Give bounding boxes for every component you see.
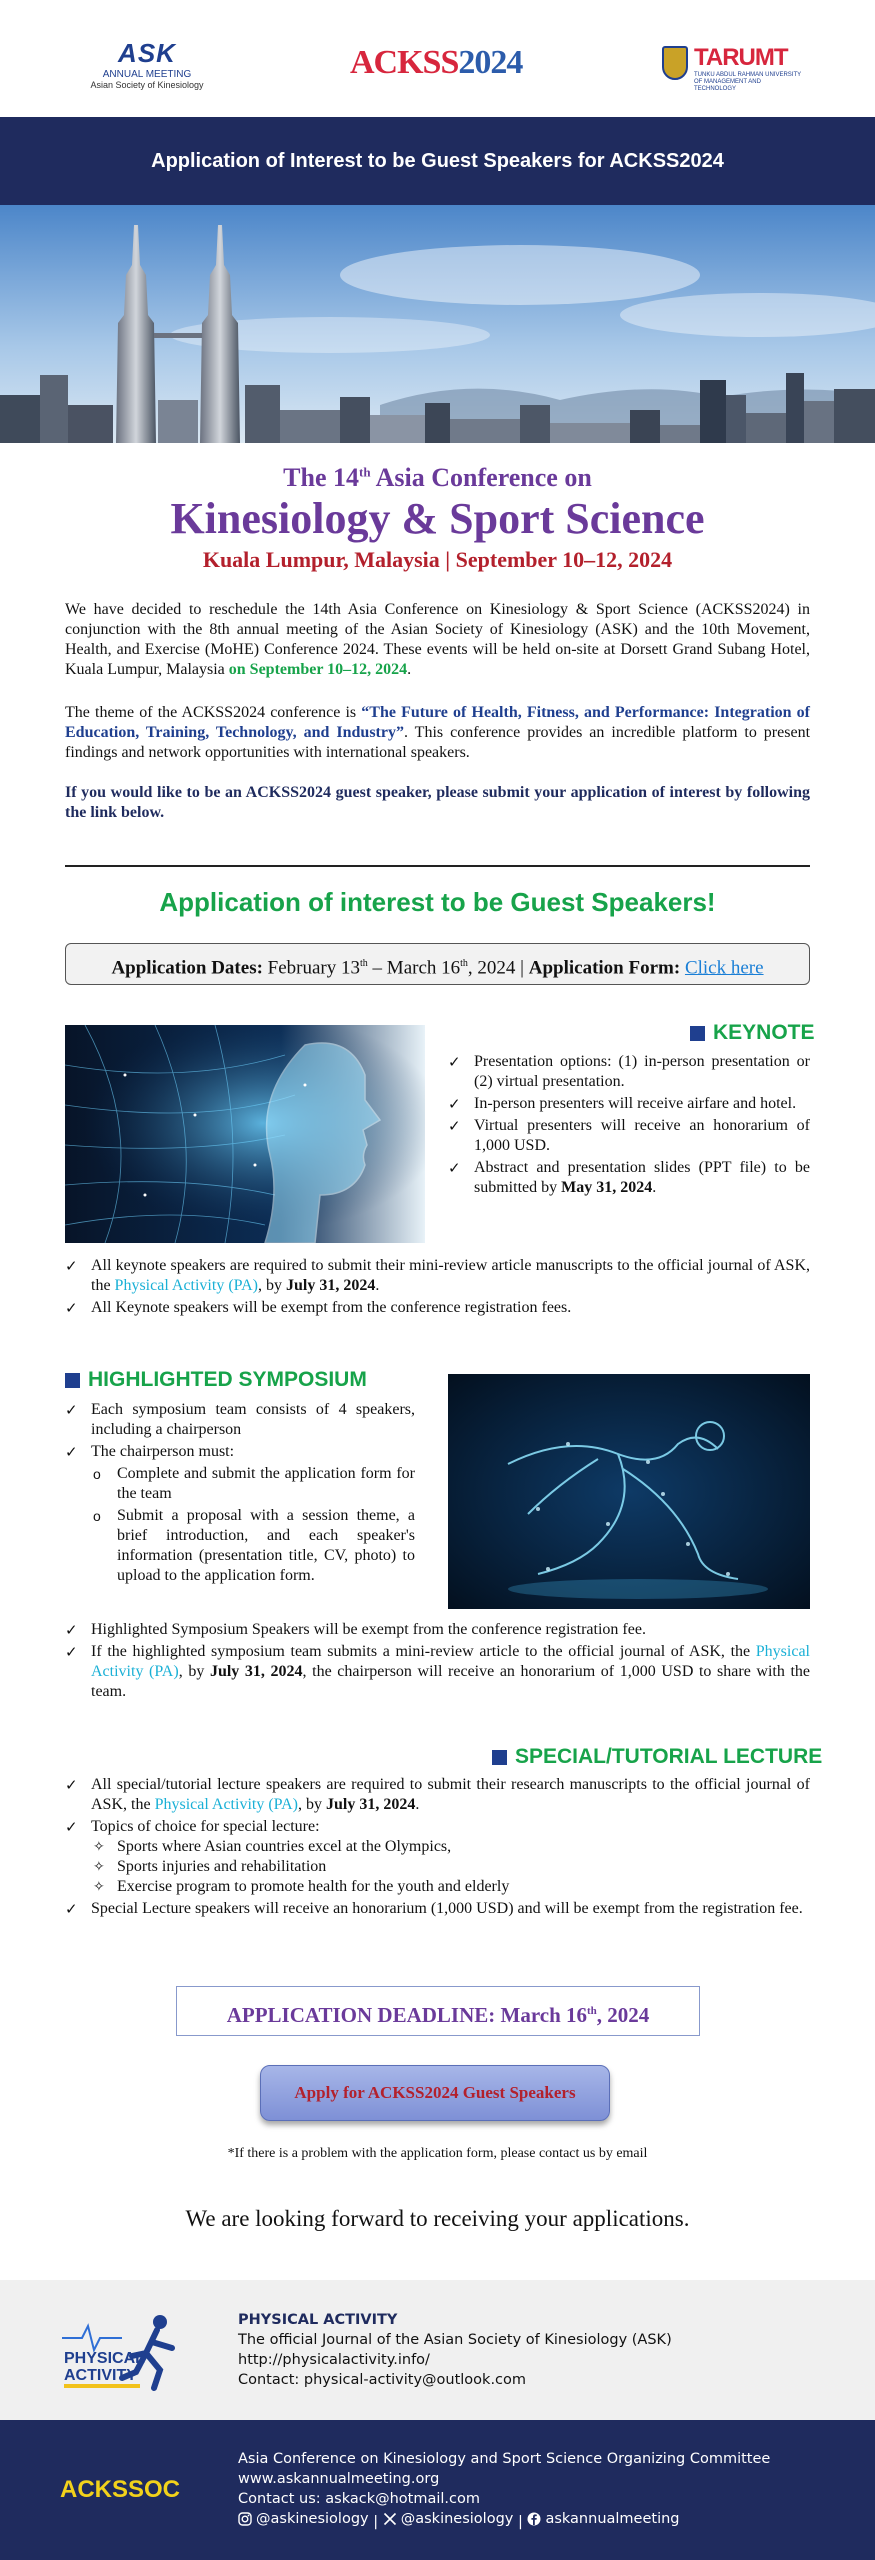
conference-pre-sup: th	[359, 464, 371, 480]
application-deadline	[176, 1986, 700, 2036]
keynote-item-4	[448, 1158, 810, 1198]
chairperson-sublist	[91, 1464, 415, 1586]
chairperson-item-1: o Complete and submit the application form for the team	[91, 1464, 415, 1504]
apply-guest-speakers-button[interactable]: Apply for ACKSS2024 Guest Speakers	[260, 2065, 610, 2121]
contact-note: *If there is a problem with the application form, please contact us by email	[227, 2146, 648, 2161]
keynote-wide1-c: .	[375, 1277, 380, 1294]
tarumt-shield-icon	[662, 46, 688, 80]
symposium-wide2-a: If the highlighted symposium team submits a mini-review article to the official journal of ASK, the	[91, 1643, 756, 1660]
application-dates-box	[65, 943, 810, 985]
journal-url[interactable]: http://physicalactivity.info/	[238, 2352, 430, 2368]
symposium-wide-item-1: ✓ Highlighted Symposium Speakers will be exempt from the conference registration fee.	[65, 1620, 810, 1640]
keynote-item-4-c: .	[652, 1179, 657, 1196]
ask-logo-mark: ASK	[118, 38, 176, 68]
application-dates-sup2: th	[460, 958, 468, 969]
committee-website[interactable]: www.askannualmeeting.org	[238, 2471, 440, 2487]
deadline-sup: th	[587, 2005, 597, 2017]
conference-pre-b: Asia Conference on	[370, 463, 592, 492]
symposium-list	[65, 1400, 415, 1588]
intro-paragraph-2	[65, 703, 810, 763]
square-bullet-icon	[690, 1026, 705, 1041]
ackss-logo-part2: 2024	[458, 44, 523, 81]
header-logos	[0, 0, 875, 117]
kuala-lumpur-skyline-image	[0, 205, 875, 443]
keynote-item-1: ✓ Presentation options: (1) in-person presentation or (2) virtual presentation.	[448, 1052, 810, 1092]
instagram-link[interactable]	[238, 2509, 369, 2529]
lecture-list	[65, 1775, 810, 1921]
symposium-wide-item-2	[65, 1642, 810, 1702]
intro-p2-b: . This conference provides an incredible platform to present findings and network opportunities with international speakers.	[65, 724, 811, 761]
lecture-item-3: ✓ Special Lecture speakers will receive an honorarium (1,000 USD) and will be exempt from the registration fee.	[65, 1899, 810, 1919]
committee-info	[238, 2449, 770, 2532]
title-banner	[0, 117, 875, 205]
x-handle: @askinesiology	[400, 2511, 514, 2527]
conference-main-title: Kinesiology & Sport Science	[170, 494, 705, 543]
pa-logo-line2: ACTIVITY	[64, 2367, 137, 2384]
application-dates-b: – March 16	[367, 957, 461, 979]
social-links	[238, 2509, 770, 2532]
instagram-icon	[238, 2512, 252, 2526]
symposium-wide2-b: , by	[178, 1663, 210, 1680]
symposium-title	[65, 1368, 367, 1392]
lecture-topics	[91, 1837, 810, 1897]
application-dates-a: February 13	[262, 957, 361, 979]
ask-logo	[72, 38, 222, 91]
application-form-label: Application Form:	[528, 957, 681, 979]
facebook-handle: askannualmeeting	[545, 2511, 680, 2527]
separator: |	[517, 2514, 523, 2530]
application-dates-label: Application Dates:	[111, 957, 263, 979]
journal-info	[238, 2310, 672, 2390]
lecture-topic-2: ✧ Sports injuries and rehabilitation	[91, 1857, 810, 1877]
keynote-list	[448, 1052, 810, 1200]
tarumt-logo-sub: TUNKU ABDUL RAHMAN UNIVERSITY OF MANAGEMENT AND TECHNOLOGY	[694, 72, 802, 92]
ask-logo-line1: ANNUAL MEETING	[102, 69, 192, 80]
symposium-item-2-text: The chairperson must:	[91, 1443, 235, 1460]
intro-p1-date: on September 10–12, 2024	[228, 661, 408, 678]
pa-logo-line1: PHYSICAL	[64, 2350, 145, 2367]
physical-activity-logo	[62, 2308, 192, 2393]
symposium-item-2	[65, 1442, 415, 1586]
ackssoc-badge: ACKSSOC	[60, 2476, 181, 2503]
lecture-item1-b: , by	[297, 1796, 326, 1813]
lecture-topic-1: ✧ Sports where Asian countries excel at the Olympics,	[91, 1837, 810, 1857]
tarumt-logo-name: TARUMT	[694, 44, 788, 71]
ackss-logo-part1: ACKSS	[350, 44, 459, 81]
lecture-topic-3: ✧ Exercise program to promote health for the youth and elderly	[91, 1877, 810, 1897]
tarumt-logo	[662, 44, 802, 92]
divider	[65, 865, 810, 867]
separator: |	[373, 2514, 379, 2530]
instagram-handle: @askinesiology	[256, 2511, 369, 2527]
keynote-wide1-date: July 31, 2024	[285, 1277, 376, 1294]
symposium-wide2-c: , the chairperson will receive an honorarium of 1,000 USD to share with the team.	[91, 1663, 811, 1700]
deadline-a: APPLICATION DEADLINE: March 16	[226, 2003, 588, 2027]
lecture-item-2	[65, 1817, 810, 1897]
application-dates-sup1: th	[360, 958, 368, 969]
lecture-title	[492, 1745, 822, 1769]
physical-activity-link[interactable]: Physical Activity (PA)	[154, 1796, 298, 1813]
keynote-title-text: KEYNOTE	[713, 1021, 815, 1044]
x-icon	[383, 2512, 397, 2526]
journal-description: The official Journal of the Asian Society of Kinesiology (ASK)	[238, 2332, 672, 2348]
physical-activity-link[interactable]: Physical Activity (PA)	[114, 1277, 258, 1294]
symposium-item-1: ✓ Each symposium team consists of 4 speakers, including a chairperson	[65, 1400, 415, 1440]
keynote-item-3: ✓ Virtual presenters will receive an honorarium of 1,000 USD.	[448, 1116, 810, 1156]
organizing-committee-footer	[0, 2420, 875, 2560]
conference-pre-a: The 14	[283, 463, 360, 492]
facebook-link[interactable]	[527, 2509, 679, 2529]
committee-name: Asia Conference on Kinesiology and Sport Science Organizing Committee	[238, 2451, 771, 2467]
intro-p1-end: .	[407, 661, 412, 678]
intro-paragraph-1	[65, 600, 810, 680]
lecture-item-2-text: Topics of choice for special lecture:	[91, 1818, 320, 1835]
keynote-wide-list	[65, 1256, 810, 1320]
skyline-illustration	[0, 205, 875, 443]
closing-message: We are looking forward to receiving your applications.	[185, 2206, 690, 2231]
ackss2024-logo	[350, 44, 522, 82]
x-link[interactable]	[383, 2509, 514, 2529]
intro-p1-text: We have decided to reschedule the 14th Asia Conference on Kinesiology & Sport Science (ACKSS2024) in conjunction with the 8th annual meeting of the Asian Society of Kinesiology (ASK) and the 10th Movement, Health, and Exercise (MoHE) Conference 2024. These events will be held on-site at Dorsett Grand Subang Hotel, Kuala Lumpur, Malaysia	[65, 601, 810, 678]
keynote-item-4-a: Abstract and presentation slides (PPT file) to be submitted by	[474, 1159, 810, 1196]
lecture-item-1	[65, 1775, 810, 1815]
keynote-title	[690, 1021, 815, 1045]
lecture-item1-c: .	[415, 1796, 420, 1813]
keynote-ai-face-image	[65, 1025, 425, 1243]
journal-title: PHYSICAL ACTIVITY	[238, 2312, 398, 2328]
keynote-wide1-b: , by	[257, 1277, 286, 1294]
conference-title-block	[0, 463, 875, 575]
symposium-wide2-date: July 31, 2024	[209, 1663, 303, 1680]
facebook-icon	[527, 2512, 541, 2526]
conference-location: Kuala Lumpur, Malaysia | September 10–12, 2024	[202, 547, 673, 572]
lecture-item1-a: All special/tutorial lecture speakers are required to submit their research manuscripts to the official journal of ASK, the	[91, 1776, 810, 1813]
intro-paragraph-3: If you would like to be an ACKSS2024 guest speaker, please submit your application of interest by following the link below.	[65, 784, 810, 821]
physical-activity-logo-icon	[62, 2308, 192, 2393]
banner-title: Application of Interest to be Guest Speakers for ACKSS2024	[151, 149, 724, 172]
conference-theme: “The Future of Health, Fitness, and Performance: Integration of Education, Training, Technology, and Industry”	[65, 704, 810, 741]
square-bullet-icon	[492, 1750, 507, 1765]
square-bullet-icon	[65, 1373, 80, 1388]
runner-illustration	[448, 1374, 810, 1609]
intro-p2-a: The theme of the ACKSS2024 conference is	[65, 704, 362, 721]
keynote-wide1-a: All keynote speakers are required to submit their mini-review article manuscripts to the official journal of ASK, the	[91, 1257, 810, 1294]
lecture-title-text: SPECIAL/TUTORIAL LECTURE	[515, 1745, 823, 1768]
symposium-title-text: HIGHLIGHTED SYMPOSIUM	[88, 1368, 367, 1391]
keynote-wide-item-2: ✓ All Keynote speakers will be exempt from the conference registration fees.	[65, 1298, 810, 1318]
application-dates-c: , 2024 |	[467, 957, 529, 979]
journal-contact[interactable]: Contact: physical-activity@outlook.com	[238, 2372, 527, 2388]
physical-activity-link[interactable]: Physical Activity (PA)	[91, 1643, 810, 1680]
journal-footer	[0, 2280, 875, 2420]
keynote-item-2: ✓ In-person presenters will receive airfare and hotel.	[448, 1094, 810, 1114]
lecture-item1-date: July 31, 2024	[325, 1796, 416, 1813]
ask-logo-line2: Asian Society of Kinesiology	[90, 80, 204, 90]
section-heading: Application of interest to be Guest Speakers!	[159, 887, 716, 917]
keynote-wide-item-1	[65, 1256, 810, 1296]
conference-pre-title	[0, 463, 875, 493]
ai-face-illustration	[65, 1025, 425, 1243]
deadline-b: , 2024	[596, 2003, 650, 2027]
symposium-runner-image	[448, 1374, 810, 1609]
committee-contact[interactable]: Contact us: askack@hotmail.com	[238, 2491, 480, 2507]
chairperson-item-2: o Submit a proposal with a session theme, a brief introduction, and each speaker's information (presentation title, CV, photo) to upload to the application form.	[91, 1506, 415, 1586]
keynote-item-4-date: May 31, 2024	[561, 1179, 653, 1196]
symposium-wide-list	[65, 1620, 810, 1704]
application-form-link[interactable]: Click here	[684, 957, 764, 979]
